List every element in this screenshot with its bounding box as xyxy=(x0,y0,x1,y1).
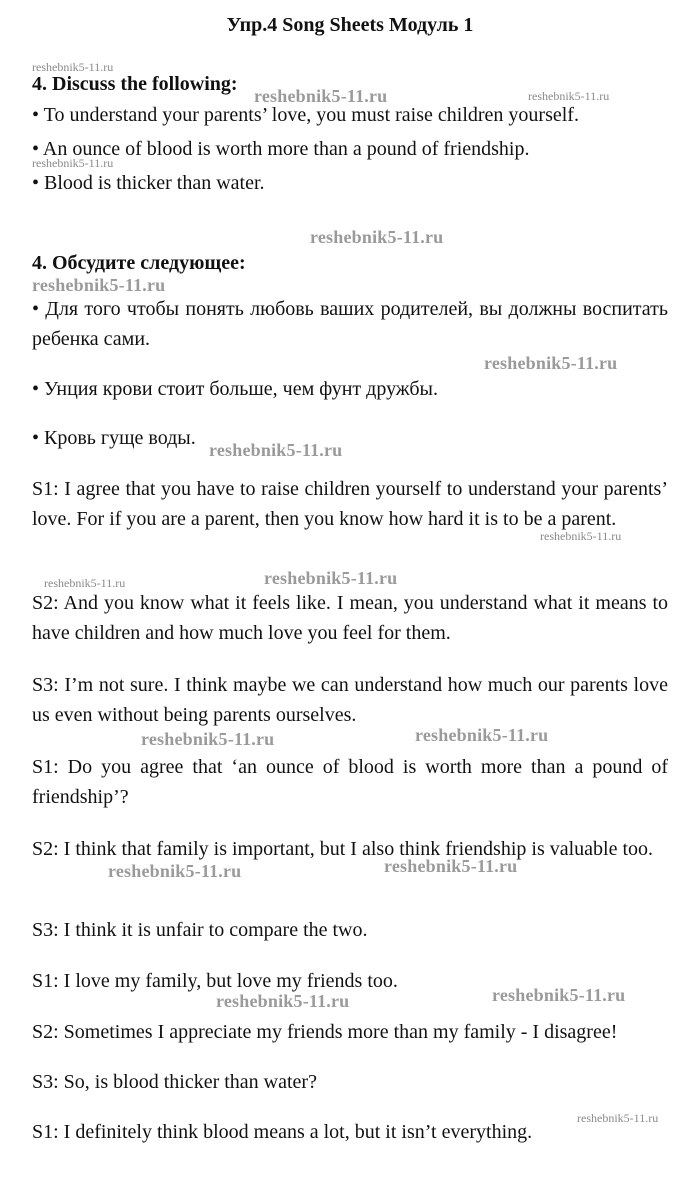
page-title: Упр.4 Song Sheets Модуль 1 xyxy=(226,14,474,36)
watermark: reshebnik5-11.ru xyxy=(209,440,343,460)
watermark: reshebnik5-11.ru xyxy=(540,529,622,543)
russian-bullet-1: • Для того чтобы понять любовь ваших родителей, вы должны воспитать ребенка сами. xyxy=(32,298,668,350)
russian-heading: 4. Обсудите следующее: xyxy=(32,252,246,274)
dialogue-line-7: S1: I love my family, but love my friends too. xyxy=(32,970,398,992)
dialogue-line-2: S2: And you know what it feels like. I mean, you understand what it means to have children and how much love you feel for them. xyxy=(32,592,668,644)
watermark: reshebnik5-11.ru xyxy=(528,89,610,103)
watermark: reshebnik5-11.ru xyxy=(264,568,398,588)
watermark: reshebnik5-11.ru xyxy=(254,86,388,106)
watermark: reshebnik5-11.ru xyxy=(32,60,114,74)
english-bullet-3: • Blood is thicker than water. xyxy=(32,172,265,194)
english-heading: 4. Discuss the following: xyxy=(32,73,238,95)
russian-bullet-3: • Кровь гуще воды. xyxy=(32,427,196,449)
russian-bullet-2: • Унция крови стоит больше, чем фунт дружбы. xyxy=(32,378,438,400)
watermark: reshebnik5-11.ru xyxy=(310,227,444,247)
watermark: reshebnik5-11.ru xyxy=(108,861,242,881)
watermark: reshebnik5-11.ru xyxy=(484,353,618,373)
watermark: reshebnik5-11.ru xyxy=(44,576,126,590)
dialogue-line-5: S2: I think that family is important, but I also think friendship is valuable too. xyxy=(32,838,654,860)
dialogue-line-4: S1: Do you agree that ‘an ounce of blood is worth more than a pound of friendship’? xyxy=(32,756,668,808)
watermark: reshebnik5-11.ru xyxy=(384,856,518,876)
watermark: reshebnik5-11.ru xyxy=(141,729,275,749)
watermark: reshebnik5-11.ru xyxy=(32,156,114,170)
watermark: reshebnik5-11.ru xyxy=(32,275,166,295)
english-bullet-1: • To understand your parents’ love, you must raise children yourself. xyxy=(32,104,579,126)
dialogue-line-8: S2: Sometimes I appreciate my friends more than my family - I disagree! xyxy=(32,1021,618,1043)
dialogue-line-9: S3: So, is blood thicker than water? xyxy=(32,1071,317,1093)
english-bullet-2: • An ounce of blood is worth more than a pound of friendship. xyxy=(32,138,530,160)
dialogue-line-1: S1: I agree that you have to raise children yourself to understand your parents’ love. For if you are a parent, then you know how hard it is to be a parent. xyxy=(32,478,668,530)
dialogue-line-10: S1: I definitely think blood means a lot, but it isn’t everything. xyxy=(32,1121,533,1143)
watermark: reshebnik5-11.ru xyxy=(415,725,549,745)
dialogue-line-3: S3: I’m not sure. I think maybe we can understand how much our parents love us even without being parents ourselves. xyxy=(32,674,668,726)
dialogue-line-6: S3: I think it is unfair to compare the two. xyxy=(32,919,368,941)
watermark: reshebnik5-11.ru xyxy=(577,1111,659,1125)
watermark: reshebnik5-11.ru xyxy=(216,991,350,1011)
watermark: reshebnik5-11.ru xyxy=(492,985,626,1005)
